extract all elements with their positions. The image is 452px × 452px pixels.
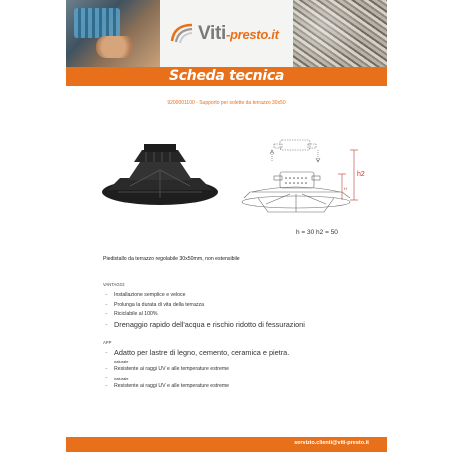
list-item: – Adatto per lastre di legno, cemento, ceramica e pietra. [114, 348, 289, 358]
logo-main-text: Viti [198, 23, 227, 44]
dimensions-text: h = 30 h2 = 50 [296, 229, 338, 236]
vantaggi-heading: VANTAGGI: [103, 282, 126, 287]
product-pedestal-image [100, 140, 220, 210]
header-photo-screws [293, 0, 387, 67]
logo-wordmark [198, 23, 279, 45]
brand-logo [170, 17, 288, 51]
vantaggi-list [114, 291, 305, 330]
list-item: naturale [114, 359, 129, 364]
app-list [114, 348, 289, 391]
logo-accent-text: -presto.it [226, 27, 279, 42]
product-description: Piedistallo da terrazzo regolabile 30x50mm, non estensibile [103, 256, 240, 262]
list-item: – Resistente ai raggi UV e alle temperature estreme [114, 365, 289, 375]
app-heading: APP [103, 340, 112, 345]
product-code: 9200001100 - Supporto per solette da terrazzo 30x50 [167, 100, 286, 106]
page-title: Scheda tecnica [169, 68, 284, 84]
header-photo-tools [66, 0, 160, 67]
list-item: – Installazione semplice e veloce [114, 291, 305, 301]
diagram-label-h2: h2 [357, 171, 365, 178]
logo-arc-icon [170, 21, 194, 45]
footer-bar [66, 437, 387, 452]
footer-email-link[interactable]: servizio.clienti@viti-presto.it [294, 440, 369, 446]
header-banner [66, 0, 387, 67]
list-item: – naturale [114, 375, 289, 382]
list-item: – Resistente ai raggi UV e alle temperature estreme [114, 382, 289, 392]
datasheet-page [66, 0, 387, 452]
technical-drawing [236, 128, 372, 220]
list-item: – Riciclabile al 100% [114, 310, 305, 320]
title-bar [66, 67, 387, 86]
diagram-label-h: H [344, 186, 347, 191]
list-item: – Prolunga la durata di vita della terrazza [114, 301, 305, 311]
list-item: – Drenaggio rapido dell'acqua e rischio ridotto di fessurazioni [114, 320, 305, 330]
